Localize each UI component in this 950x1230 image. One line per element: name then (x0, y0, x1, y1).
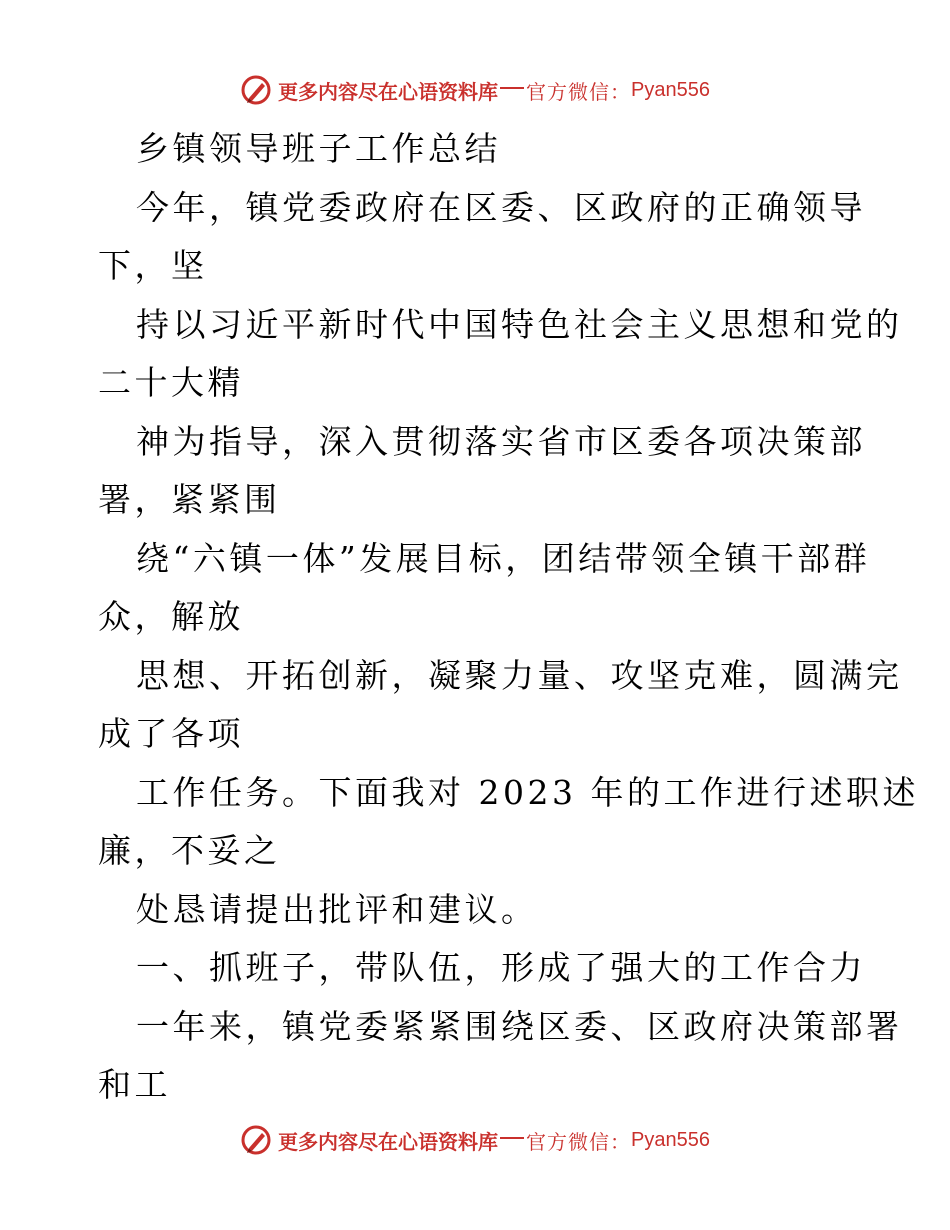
pen-logo-icon (240, 74, 272, 106)
text-line: 今年，镇党委政府在区委、区政府的正确领导 (136, 187, 866, 227)
section-heading: 一、抓班子，带队伍，形成了强大的工作合力 (136, 948, 866, 987)
banner-title: 更多内容尽在心语资料库 (278, 1129, 499, 1154)
text-line: 二十大精 (98, 363, 244, 402)
document-body (98, 120, 919, 1115)
text-line: 和工 (98, 1065, 171, 1104)
text-line: 成了各项 (98, 714, 244, 753)
banner-wechat-label: 官方微信： (526, 1129, 632, 1154)
text-line: 处恳请提出批评和建议。 (136, 889, 538, 929)
text-line: 思想、开拓创新，凝聚力量、攻坚克难，圆满完 (136, 655, 903, 695)
text-line: 持以习近平新时代中国特色社会主义思想和党的 (136, 304, 903, 344)
text-line: 一年来，镇党委紧紧围绕区委、区政府决策部署 (136, 1006, 903, 1046)
banner-wechat-id: Pyan556 (631, 1128, 710, 1151)
header-banner (0, 70, 950, 110)
banner-divider (500, 1137, 524, 1139)
banner-wechat-label: 官方微信： (526, 79, 632, 104)
footer-banner (0, 1120, 950, 1160)
banner-divider (500, 87, 524, 89)
text-line: 众，解放 (98, 597, 244, 636)
text-line: 署，紧紧围 (98, 480, 281, 519)
banner-title: 更多内容尽在心语资料库 (278, 79, 499, 104)
text-line: 廉，不妥之 (98, 831, 281, 870)
banner-wechat-id: Pyan556 (631, 78, 710, 101)
text-line: 下，坚 (98, 246, 208, 285)
document-title: 乡镇领导班子工作总结 (136, 129, 501, 168)
text-line: 绕“六镇一体”发展目标，团结带领全镇干部群 (136, 538, 871, 578)
pen-logo-icon (240, 1124, 272, 1156)
text-line: 神为指导，深入贯彻落实省市区委各项决策部 (136, 421, 866, 461)
text-line: 工作任务。下面我对 2023 年的工作进行述职述 (136, 772, 919, 812)
